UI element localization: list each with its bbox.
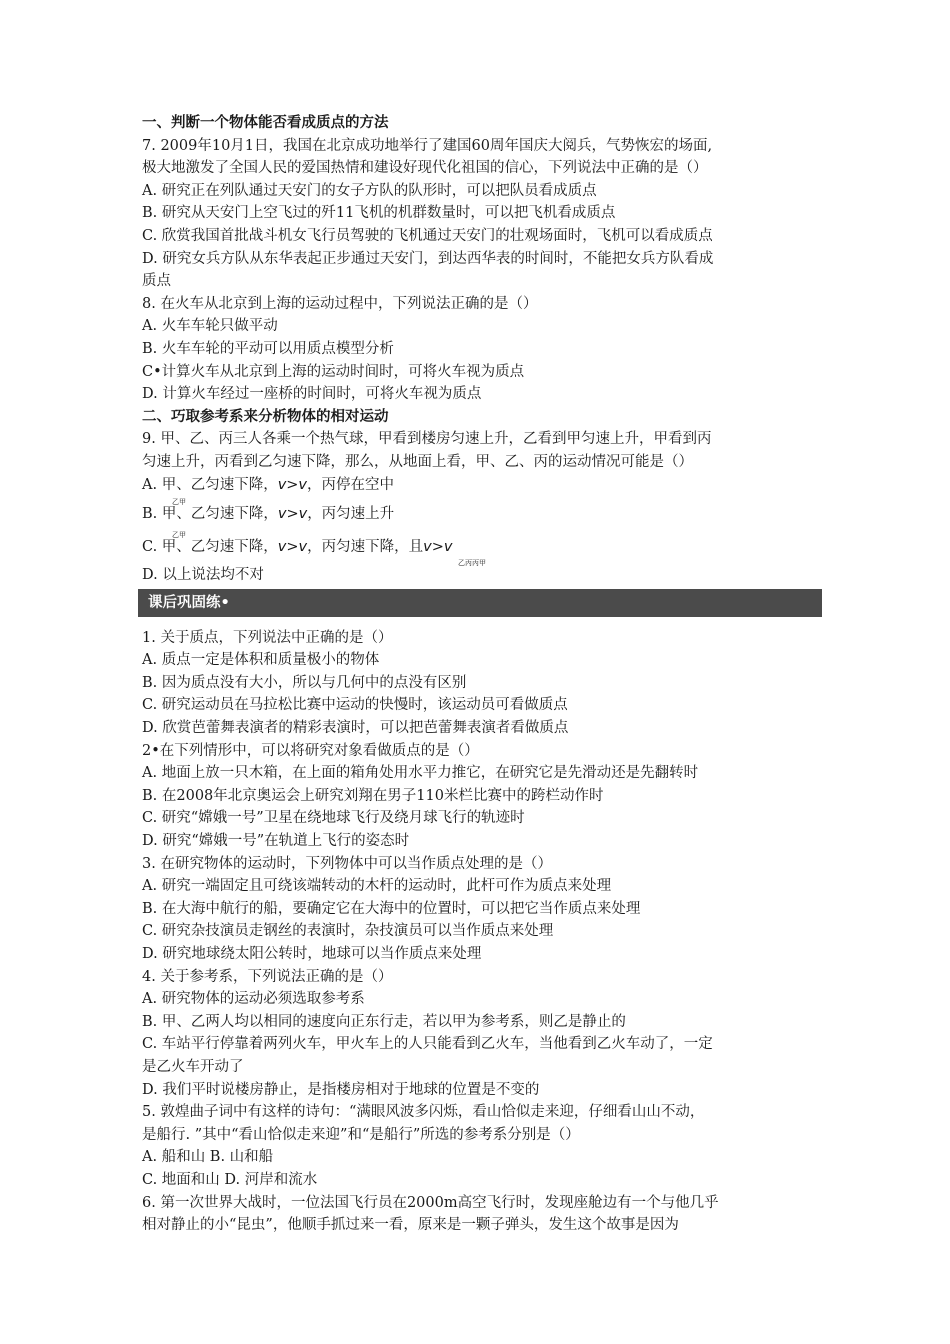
q9-option-c-velocity-1: v>v	[277, 539, 308, 556]
q8-option-a: A. 火车车轮只做平动	[142, 318, 278, 335]
section-heading-2: 二、巧取参考系来分析物体的相对运动	[142, 408, 389, 425]
q9-option-b	[142, 496, 822, 529]
q9-option-b-velocity: v>v	[277, 506, 308, 523]
practice-q5-line-2: 是船行. ”其中“看山恰似走来迎”和“是船行”所选的参考系分别是（）	[142, 1126, 580, 1143]
q9-option-a	[142, 474, 822, 497]
practice-q6-line-1: 6. 第一次世界大战时，一位法国飞行员在2000m高空飞行时，发现座舱边有一个与他几乎	[142, 1194, 719, 1211]
question-9-line-1: 9. 甲、乙、丙三人各乘一个热气球，甲看到楼房匀速上升，乙看到甲匀速上升，甲看到丙	[142, 431, 712, 448]
practice-q3-option-a: A. 研究一端固定且可绕该端转动的木杆的运动时，此杆可作为质点来处理	[142, 878, 612, 895]
q8-option-b: B. 火车车轮的平动可以用质点模型分析	[142, 340, 394, 357]
question-9-line-2: 匀速上升，丙看到乙匀速下降，那么，从地面上看，甲、乙、丙的运动情况可能是（）	[142, 453, 693, 470]
question-7-line-1: 7. 2009年10月1日，我国在北京成功地举行了建国60周年国庆大阅兵，气势恢宏的场面,	[142, 137, 713, 154]
q9-option-c-text: C. 甲、乙匀速下降，	[142, 539, 278, 556]
practice-q3-option-c: C. 研究杂技演员走钢丝的表演时，杂技演员可以当作质点来处理	[142, 923, 554, 940]
practice-q1-option-d: D. 欣赏芭蕾舞表演者的精彩表演时，可以把芭蕾舞表演者看做质点	[142, 720, 569, 737]
practice-q2-option-d: D. 研究“嫦娥一号”在轨道上飞行的姿态时	[142, 833, 410, 850]
practice-q6-line-2: 相对静止的小“昆虫”，他顺手抓过来一看，原来是一颗子弹头，发生这个故事是因为	[142, 1217, 679, 1234]
practice-q5-options-ab: A. 船和山 B. 山和船	[142, 1149, 274, 1166]
practice-q1-stem: 1. 关于质点，下列说法中正确的是（）	[142, 629, 393, 646]
q9-option-c-mid: ，丙匀速下降，且	[307, 539, 424, 556]
practice-q4-option-c-line-2: 是乙火车开动了	[142, 1058, 244, 1075]
practice-q1-option-c: C. 研究运动员在马拉松比赛中运动的快慢时，该运动员可看做质点	[142, 697, 568, 714]
practice-q2-option-b: B. 在2008年北京奥运会上研究刘翔在男子110米栏比赛中的跨栏动作时	[142, 787, 604, 804]
practice-q1-option-b: B. 因为质点没有大小，所以与几何中的点没有区别	[142, 674, 467, 691]
q9-option-a-tail: ，丙停在空中	[307, 476, 395, 493]
document-body	[142, 112, 822, 1237]
q8-option-d: D. 计算火车经过一座桥的时间时，可将火车视为质点	[142, 386, 482, 403]
q9-option-a-subscript: 乙甲	[172, 498, 186, 507]
practice-q4-option-a: A. 研究物体的运动必须选取参考系	[142, 991, 365, 1008]
practice-q5-line-1: 5. 敦煌曲子词中有这样的诗句：“满眼风波多闪烁，看山恰似走来迎，仔细看山山不动，	[142, 1104, 705, 1121]
q9-option-d: D. 以上说法均不对	[142, 567, 264, 584]
q7-option-d-line-1: D. 研究女兵方队从东华表起正步通过天安门，到达西华表的时间时，不能把女兵方队看成	[142, 250, 714, 267]
practice-q4-stem: 4. 关于参考系，下列说法正确的是（）	[142, 968, 393, 985]
section-heading-1: 一、判断一个物体能否看成质点的方法	[142, 115, 389, 131]
practice-q2-stem: 2•在下列情形中，可以将研究对象看做质点的是（）	[142, 742, 479, 759]
practice-q2-option-c: C. 研究“嫦娥一号”卫星在绕地球飞行及绕月球飞行的轨迹时	[142, 810, 525, 827]
practice-q3-option-b: B. 在大海中航行的船，要确定它在大海中的位置时，可以把它当作质点来处理	[142, 900, 641, 917]
practice-q3-option-d: D. 研究地球绕太阳公转时，地球可以当作质点来处理	[142, 946, 482, 962]
q9-option-a-velocity: v>v	[277, 476, 308, 493]
q9-option-a-text: A. 甲、乙匀速下降，	[142, 476, 278, 493]
practice-q5-options-cd: C. 地面和山 D. 河岸和流水	[142, 1171, 318, 1188]
practice-q4-option-d: D. 我们平时说楼房静止，是指楼房相对于地球的位置是不变的	[142, 1081, 540, 1098]
practice-q4-option-b: B. 甲、乙两人均以相同的速度向正东行走，若以甲为参考系，则乙是静止的	[142, 1013, 626, 1030]
practice-q3-stem: 3. 在研究物体的运动时，下列物体中可以当作质点处理的是（）	[142, 855, 552, 872]
practice-q4-option-c-line-1: C. 车站平行停靠着两列火车，甲火车上的人只能看到乙火车，当他看到乙火车动了，一定	[142, 1036, 713, 1053]
q7-option-d-line-2: 质点	[142, 273, 171, 290]
q8-option-c: C•计算火车从北京到上海的运动时间时，可将火车视为质点	[142, 363, 525, 380]
q9-option-c-subscript: 乙丙丙甲	[458, 559, 486, 568]
section-banner: 课后巩固练•	[138, 589, 822, 617]
q9-option-c-velocity-2: v>v	[423, 539, 453, 556]
q7-option-c: C. 欣赏我国首批战斗机女飞行员驾驶的飞机通过天安门的壮观场面时，飞机可以看成质点	[142, 227, 713, 244]
practice-q2-option-a: A. 地面上放一只木箱，在上面的箱角处用水平力推它，在研究它是先滑动还是先翻转时	[142, 765, 699, 782]
q7-option-b: B. 研究从天安门上空飞过的歼11飞机的机群数量时，可以把飞机看成质点	[142, 205, 616, 222]
q7-option-a: A. 研究正在列队通过天安门的女子方队的队形时，可以把队员看成质点	[142, 182, 597, 199]
question-7-line-2: 极大地激发了全国人民的爱国热情和建设好现代化祖国的信心，下列说法中正确的是（）	[142, 160, 708, 177]
q9-option-c	[142, 529, 822, 568]
q9-option-b-text: B. 甲、乙匀速下降，	[142, 506, 278, 523]
q9-option-b-tail: ，丙匀速上升	[307, 506, 395, 523]
q9-option-b-subscript: 乙甲	[172, 531, 186, 540]
question-8-stem: 8. 在火车从北京到上海的运动过程中，下列说法正确的是（）	[142, 295, 538, 312]
practice-q1-option-a: A. 质点一定是体积和质量极小的物体	[142, 652, 380, 669]
